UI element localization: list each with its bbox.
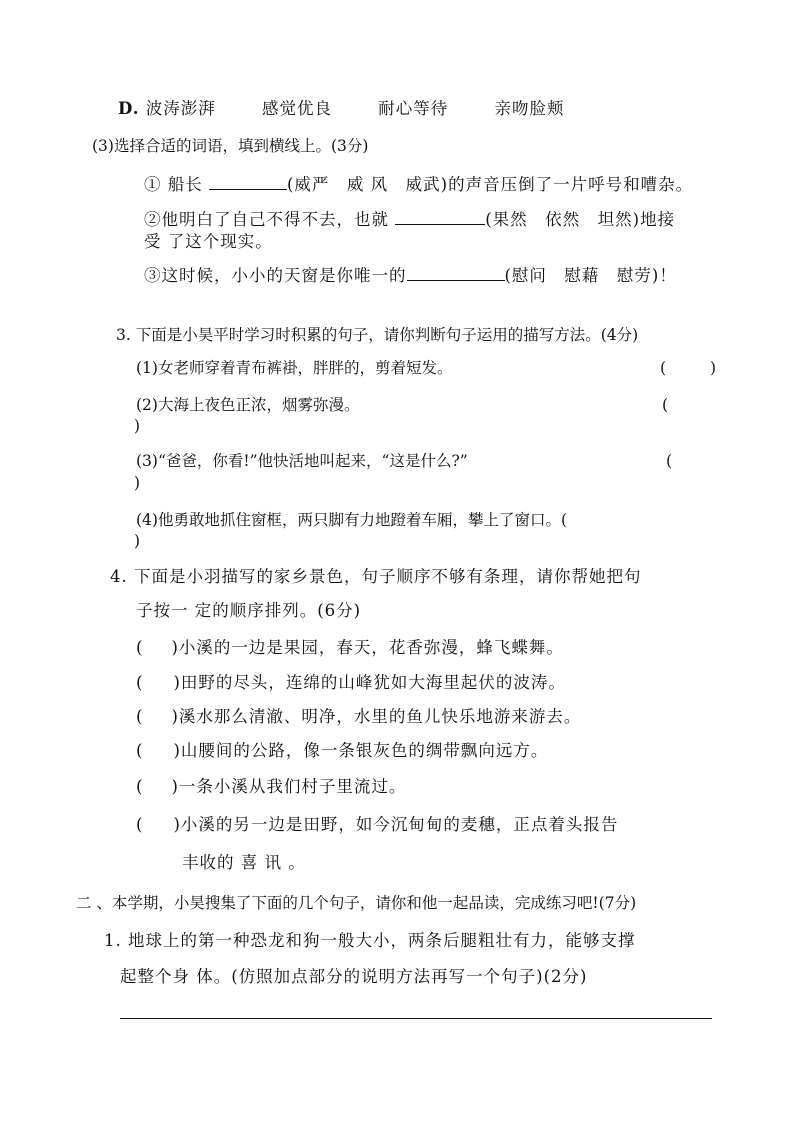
q4-order-item-6 bbox=[136, 815, 618, 835]
sentence-3-pre: 这时候，小小的天窗是你唯一的 bbox=[161, 266, 407, 285]
option-d-word-3: 耐心等待 bbox=[378, 99, 449, 118]
q3-item-1-answer-open[interactable]: ( bbox=[660, 359, 667, 377]
question-4-line-1: 4. 下面是小羽描写的家乡景色，句子顺序不够有条理，请你帮她把句 bbox=[110, 567, 642, 586]
q3-item-2-answer-open[interactable]: ( bbox=[662, 396, 669, 414]
order-item-5-text: )一条小溪从我们村子里流过。 bbox=[171, 777, 407, 796]
q3-item-4-text[interactable]: (4)他勇敢地抓住窗框，两只脚有力地蹬着车厢，攀上了窗口。( bbox=[136, 511, 568, 529]
answer-writing-line[interactable] bbox=[120, 1018, 712, 1019]
q3-item-3-answer-close: ) bbox=[134, 474, 141, 492]
q3-item-1-answer-close: ) bbox=[710, 359, 717, 377]
fill-sentence-2 bbox=[144, 208, 675, 230]
sentence-2-number: ② bbox=[144, 210, 162, 229]
order-slot-3[interactable]: ( bbox=[136, 707, 144, 726]
q3-item-3-text: (3)“爸爸，你看!”他快活地叫起来，“这是什么?” bbox=[136, 452, 468, 470]
section-2-q1-line-2: 起整个身 体。(仿照加点部分的说明方法再写一个句子)(2分) bbox=[120, 967, 588, 986]
order-item-1-text: )小溪的一边是果园，春天，花香弥漫，蜂飞蝶舞。 bbox=[171, 638, 564, 657]
option-d-word-1: 波涛澎湃 bbox=[145, 99, 216, 118]
option-d-letter: D. bbox=[118, 99, 140, 118]
q4-order-item-2 bbox=[136, 673, 566, 693]
q4-order-item-3 bbox=[136, 707, 581, 727]
question-4-line-2: 子按一 定的顺序排列。(6分) bbox=[136, 601, 362, 620]
order-item-4-text: )山腰间的公路，像一条银灰色的绸带飘向远方。 bbox=[173, 741, 549, 760]
order-item-3-text: )溪水那么清澈、明净，水里的鱼儿快乐地游来游去。 bbox=[171, 707, 582, 726]
answer-blank-1[interactable] bbox=[209, 173, 287, 190]
sentence-3-number: ③ bbox=[144, 266, 162, 285]
q3-item-2-answer-close: ) bbox=[134, 417, 141, 435]
fill-sentence-3 bbox=[144, 264, 677, 286]
order-item-6-text: )小溪的另一边是田野，如今沉甸甸的麦穗，正点着头报告 bbox=[173, 815, 619, 834]
sentence-1-number: ① bbox=[144, 175, 162, 194]
question-3-title: 3. 下面是小昊平时学习时积累的句子，请你判断句子运用的描写方法。(4分) bbox=[116, 326, 639, 344]
q4-order-item-5 bbox=[136, 777, 406, 797]
order-slot-6[interactable]: ( bbox=[136, 815, 144, 834]
q4-order-item-6-continuation: 丰收的 喜 讯 。 bbox=[182, 853, 306, 872]
fill-sentence-1 bbox=[144, 173, 693, 195]
q3-item-3-answer-open[interactable]: ( bbox=[666, 452, 673, 470]
sentence-3-post: (慰问 慰藉 慰劳)！ bbox=[504, 266, 677, 285]
option-d-word-4: 亲吻脸颊 bbox=[494, 99, 565, 118]
option-d-row bbox=[118, 99, 564, 119]
q3-item-1-text: (1)女老师穿着青布裤褂，胖胖的，剪着短发。 bbox=[136, 359, 453, 377]
sentence-2-post: (果然 依然 坦然)地接 bbox=[485, 210, 676, 229]
answer-blank-2[interactable] bbox=[395, 208, 485, 225]
option-d-word-2: 感觉优良 bbox=[261, 99, 332, 118]
sentence-1-pre: 船长 bbox=[167, 175, 203, 194]
q3-item-4-answer-close: ) bbox=[134, 532, 141, 550]
section-2-header: 二 、本学期，小昊搜集了下面的几个句子，请你和他一起品读，完成练习吧!(7分) bbox=[76, 894, 637, 912]
question-3-sub-title: (3)选择合适的词语，填到横线上。(3分) bbox=[92, 137, 369, 155]
q4-order-item-4 bbox=[136, 741, 548, 761]
answer-blank-3[interactable] bbox=[407, 264, 505, 281]
order-slot-1[interactable]: ( bbox=[136, 638, 144, 657]
order-slot-4[interactable]: ( bbox=[136, 741, 144, 760]
order-slot-2[interactable]: ( bbox=[136, 673, 144, 692]
section-2-q1-line-1: 1. 地球上的第一种恐龙和狗一般大小，两条后腿粗壮有力，能够支撑 bbox=[104, 931, 636, 950]
order-item-2-text: )田野的尽头，连绵的山峰犹如大海里起伏的波涛。 bbox=[173, 673, 566, 692]
q4-order-item-1 bbox=[136, 638, 564, 658]
order-slot-5[interactable]: ( bbox=[136, 777, 144, 796]
q3-item-2-text: (2)大海上夜色正浓，烟雾弥漫。 bbox=[136, 396, 360, 414]
sentence-1-post: (威严 威 风 威武)的声音压倒了一片呼号和嘈杂。 bbox=[287, 175, 694, 194]
sentence-2-pre: 他明白了自己不得不去，也就 bbox=[161, 210, 389, 229]
sentence-2-continuation: 受 了这个现实。 bbox=[144, 232, 273, 251]
